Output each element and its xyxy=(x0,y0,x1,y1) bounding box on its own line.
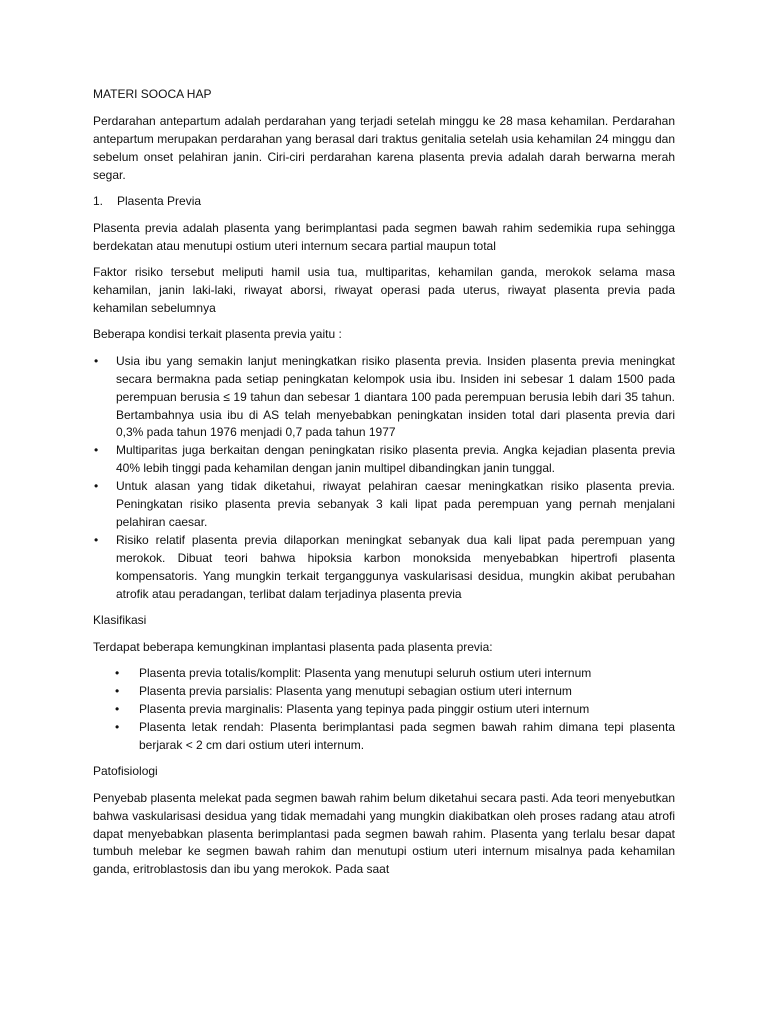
conditions-intro: Beberapa kondisi terkait plasenta previa yaitu : xyxy=(93,327,342,342)
definition-paragraph: Plasenta previa adalah plasenta yang berimplantasi pada segmen bawah rahim sedemikia rupa sehingga berdekatan atau menutupi ostium uteri internum secara partial maupun total xyxy=(93,220,675,253)
bullet-icon: • xyxy=(94,353,99,368)
list-item-text: Plasenta letak rendah: Plasenta berimplantasi pada segmen bawah rahim dimana tepi plasenta berjarak < 2 cm dari ostium uteri internum. xyxy=(139,719,675,752)
list-item xyxy=(93,532,675,604)
list-item-text: Usia ibu yang semakin lanjut meningkatkan risiko plasenta previa. Insiden plasenta previa meningkat secara bermakna pada setiap peningkatan kelompok usia ibu. Insiden ini sebesar 1 dalam 1500 pada perempuan berusia ≤ 19 tahun dan sebesar 1 diantara 100 pada perempuan berusia lebih dari 35 tahun. Bertambahnya usia ibu di AS telah menyebabkan peningkatan insiden total dari plasenta previa dari 0,3% pada tahun 1976 menjadi 0,7 pada tahun 1977 xyxy=(116,353,675,440)
bullet-icon: • xyxy=(115,701,120,716)
intro-paragraph: Perdarahan antepartum adalah perdarahan yang terjadi setelah minggu ke 28 masa kehamilan. Perdarahan antepartum merupakan perdarahan yang berasal dari traktus genitalia setelah usia kehamilan 24 minggu dan sebelum onset pelahiran janin. Ciri-ciri perdarahan karena plasenta previa adalah darah berwarna merah segar. xyxy=(93,113,675,182)
bullet-icon: • xyxy=(115,666,120,681)
document-title: MATERI SOOCA HAP xyxy=(93,87,212,101)
classification-intro: Terdapat beberapa kemungkinan implantasi plasenta pada plasenta previa: xyxy=(93,639,493,654)
section-number: 1. xyxy=(93,194,104,209)
list-item xyxy=(93,478,675,532)
section-heading-plasenta-previa xyxy=(93,193,675,211)
list-item xyxy=(93,665,675,683)
list-item xyxy=(93,353,675,443)
list-item-text: Risiko relatif plasenta previa dilaporkan meningkat sebanyak dua kali lipat pada perempuan yang merokok. Dibuat teori bahwa hipoksia karbon monoksida menyebabkan hipertrofi plasenta kompensatoris. Yang mungkin terkait terganggunya vaskularisasi desidua, mungkin akibat perubahan atrofik atau peradangan, terlibat dalam terjadinya plasenta previa xyxy=(116,532,675,601)
list-item-text: Plasenta previa parsialis: Plasenta yang menutupi sebagian ostium uteri internum xyxy=(139,684,572,699)
conditions-list xyxy=(93,353,675,604)
list-item xyxy=(93,719,675,755)
bullet-icon: • xyxy=(94,532,99,547)
pathophysiology-paragraph: Penyebab plasenta melekat pada segmen bawah rahim belum diketahui secara pasti. Ada teori menyebutkan bahwa vaskularisasi desidua yang tidak memadahi yang mungkin diakibatkan oleh proses radang atau atrofi dapat menyebabkan plasenta berimplantasi pada segmen bawah rahim. Plasenta yang terlalu besar dapat tumbuh melebar ke segmen bawah rahim dan menutupi ostium uteri internum misalnya pada kehamilan ganda, eritroblastosis dan ibu yang merokok. Pada saat xyxy=(93,790,675,877)
bullet-icon: • xyxy=(115,719,120,734)
classification-heading: Klasifikasi xyxy=(93,613,147,628)
section-title: Plasenta Previa xyxy=(117,194,202,209)
list-item xyxy=(93,683,675,701)
list-item-text: Multiparitas juga berkaitan dengan peningkatan risiko plasenta previa. Angka kejadian plasenta previa 40% lebih tinggi pada kehamilan dengan janin multipel dibandingkan janin tunggal. xyxy=(116,443,675,476)
risk-factors-paragraph: Faktor risiko tersebut meliputi hamil usia tua, multiparitas, kehamilan ganda, merokok selama masa kehamilan, janin laki-laki, riwayat aborsi, riwayat operasi pada uterus, riwayat plasenta previa pada kehamilan sebelumnya xyxy=(93,265,675,315)
classification-list xyxy=(93,665,675,755)
list-item-text: Plasenta previa marginalis: Plasenta yang tepinya pada pinggir ostium uteri internum xyxy=(139,701,590,716)
list-item-text: Plasenta previa totalis/komplit: Plasenta yang menutupi seluruh ostium uteri internum xyxy=(139,666,592,681)
list-item xyxy=(93,442,675,478)
bullet-icon: • xyxy=(115,684,120,699)
bullet-icon: • xyxy=(94,479,99,494)
document-page xyxy=(93,86,675,888)
list-item-text: Untuk alasan yang tidak diketahui, riwayat pelahiran caesar meningkatkan risiko plasenta previa. Peningkatan risiko plasenta previa sebanyak 3 kali lipat pada perempuan yang pernah menjalani pelahiran caesar. xyxy=(116,479,675,529)
list-item xyxy=(93,701,675,719)
bullet-icon: • xyxy=(94,443,99,458)
pathophysiology-heading: Patofisiologi xyxy=(93,764,158,779)
